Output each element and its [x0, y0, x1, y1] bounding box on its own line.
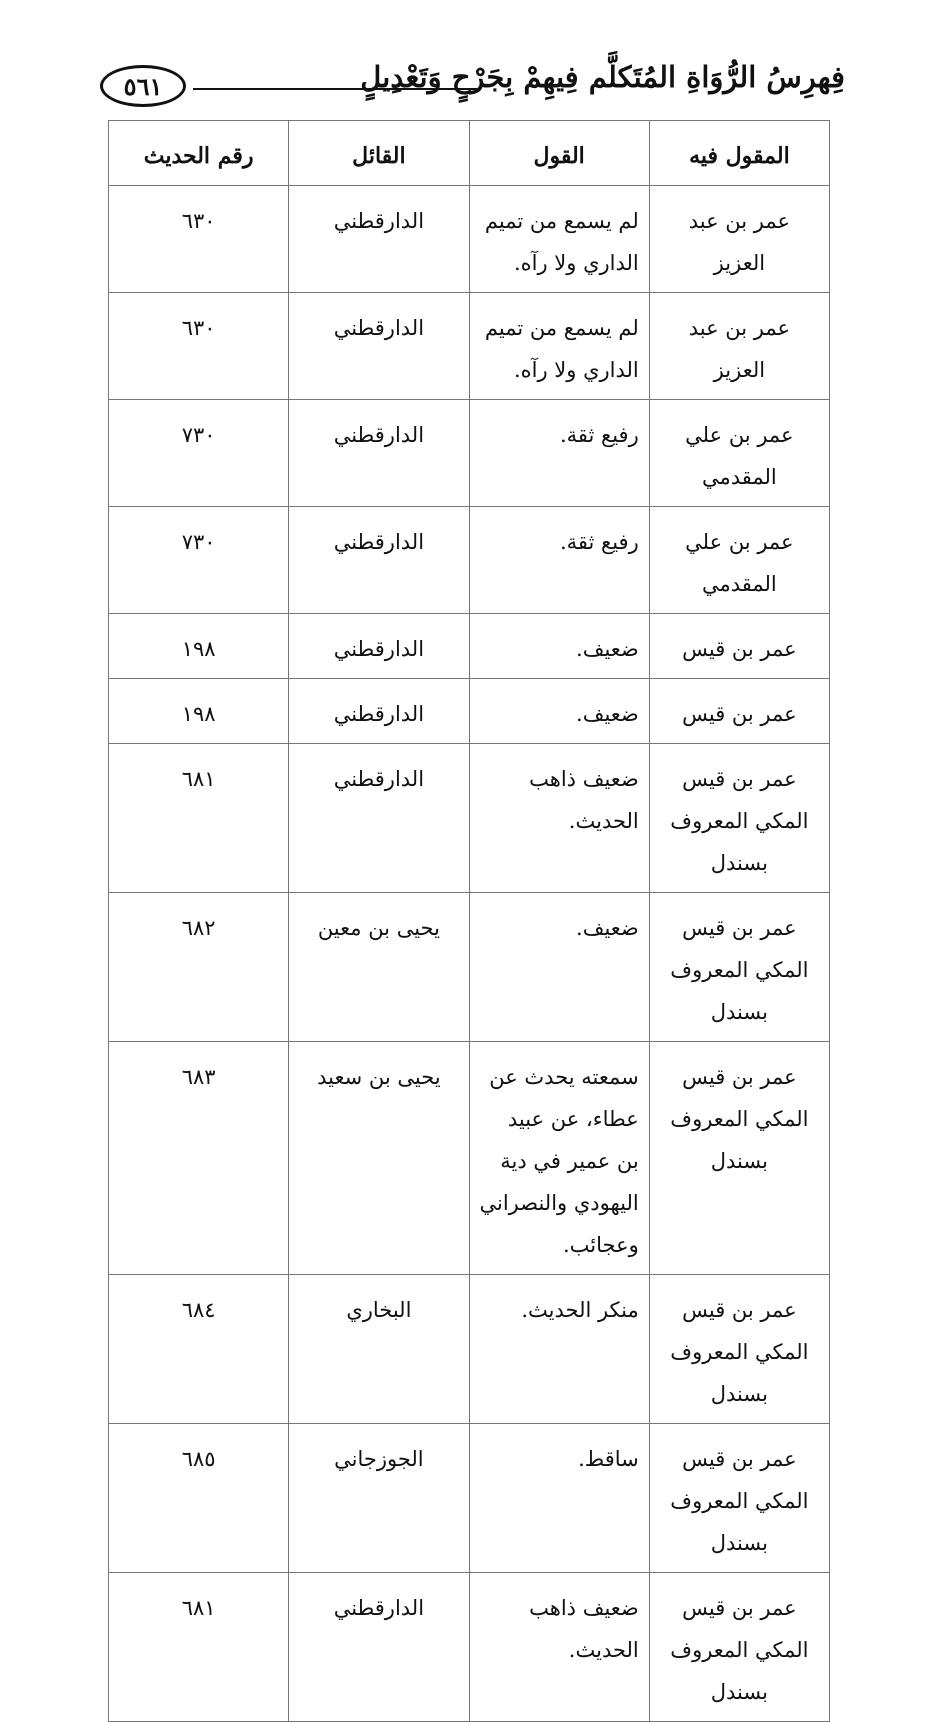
cell-subject: عمر بن عبد العزيز	[649, 293, 829, 400]
cell-speaker: الدارقطني	[289, 293, 469, 400]
table-row	[109, 1424, 830, 1573]
page-header	[100, 58, 845, 120]
cell-subject: عمر بن قيس المكي المعروف بسندل	[649, 1042, 829, 1275]
table-row	[109, 614, 830, 679]
cell-quote: سمعته يحدث عن عطاء، عن عبيد بن عمير في دية اليهودي والنصراني وعجائب.	[469, 1042, 649, 1275]
cell-hadith-number: ١٩٨	[109, 614, 289, 679]
cell-speaker: الدارقطني	[289, 186, 469, 293]
table-header-row	[109, 121, 830, 186]
cell-hadith-number: ١٩٨	[109, 679, 289, 744]
cell-speaker: يحيى بن معين	[289, 893, 469, 1042]
cell-hadith-number: ٦٣٠	[109, 186, 289, 293]
cell-subject: عمر بن قيس المكي المعروف بسندل	[649, 1275, 829, 1424]
header-rule	[193, 88, 477, 90]
cell-quote: ضعيف ذاهب الحديث.	[469, 744, 649, 893]
cell-speaker: الدارقطني	[289, 1573, 469, 1722]
cell-speaker: الدارقطني	[289, 679, 469, 744]
table-body	[109, 186, 830, 1722]
table-row	[109, 744, 830, 893]
cell-quote: رفيع ثقة.	[469, 507, 649, 614]
cell-quote: ساقط.	[469, 1424, 649, 1573]
cell-hadith-number: ٦٨١	[109, 1573, 289, 1722]
cell-hadith-number: ٧٣٠	[109, 400, 289, 507]
cell-subject: عمر بن قيس المكي المعروف بسندل	[649, 893, 829, 1042]
cell-hadith-number: ٦٨٢	[109, 893, 289, 1042]
table-row	[109, 186, 830, 293]
cell-speaker: الجوزجاني	[289, 1424, 469, 1573]
table-row	[109, 400, 830, 507]
cell-quote: منكر الحديث.	[469, 1275, 649, 1424]
cell-speaker: الدارقطني	[289, 400, 469, 507]
cell-quote: رفيع ثقة.	[469, 400, 649, 507]
column-header-subject: المقول فيه	[649, 121, 829, 186]
cell-quote: ضعيف.	[469, 679, 649, 744]
page-number: ٥٦١	[123, 71, 163, 101]
cell-subject: عمر بن قيس	[649, 614, 829, 679]
cell-speaker: الدارقطني	[289, 744, 469, 893]
cell-hadith-number: ٦٣٠	[109, 293, 289, 400]
cell-quote: ضعيف.	[469, 614, 649, 679]
column-header-quote: القول	[469, 121, 649, 186]
cell-quote: لم يسمع من تميم الداري ولا رآه.	[469, 293, 649, 400]
column-header-speaker: القائل	[289, 121, 469, 186]
cell-subject: عمر بن قيس المكي المعروف بسندل	[649, 1424, 829, 1573]
narrators-table	[108, 120, 830, 1722]
cell-quote: ضعيف ذاهب الحديث.	[469, 1573, 649, 1722]
cell-speaker: الدارقطني	[289, 507, 469, 614]
cell-subject: عمر بن قيس المكي المعروف بسندل	[649, 744, 829, 893]
cell-subject: عمر بن علي المقدمي	[649, 400, 829, 507]
table-row	[109, 893, 830, 1042]
column-header-hadith-number: رقم الحديث	[109, 121, 289, 186]
cell-quote: لم يسمع من تميم الداري ولا رآه.	[469, 186, 649, 293]
cell-hadith-number: ٧٣٠	[109, 507, 289, 614]
cell-speaker: يحيى بن سعيد	[289, 1042, 469, 1275]
table-row	[109, 1275, 830, 1424]
page-title: فِهرِسُ الرُّوَاةِ المُتَكلَّم فِيهِمْ بِجَرْحٍ وَتَعْدِيلٍ	[360, 60, 845, 94]
page-number-badge	[100, 65, 186, 107]
cell-hadith-number: ٦٨٤	[109, 1275, 289, 1424]
table-row	[109, 1042, 830, 1275]
cell-hadith-number: ٦٨١	[109, 744, 289, 893]
cell-hadith-number: ٦٨٣	[109, 1042, 289, 1275]
cell-subject: عمر بن قيس	[649, 679, 829, 744]
table-row	[109, 507, 830, 614]
cell-subject: عمر بن علي المقدمي	[649, 507, 829, 614]
table-row	[109, 679, 830, 744]
cell-quote: ضعيف.	[469, 893, 649, 1042]
cell-speaker: البخاري	[289, 1275, 469, 1424]
cell-subject: عمر بن عبد العزيز	[649, 186, 829, 293]
cell-speaker: الدارقطني	[289, 614, 469, 679]
cell-subject: عمر بن قيس المكي المعروف بسندل	[649, 1573, 829, 1722]
table-row	[109, 1573, 830, 1722]
cell-hadith-number: ٦٨٥	[109, 1424, 289, 1573]
table-row	[109, 293, 830, 400]
